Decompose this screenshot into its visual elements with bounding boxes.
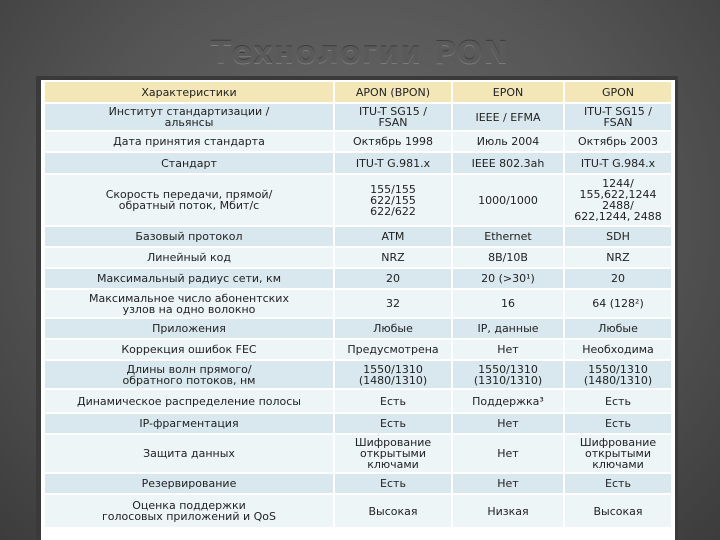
value-cell: 8B/10B: [452, 247, 564, 268]
value-cell: Высокая: [334, 494, 452, 528]
table-row: [44, 389, 672, 413]
value-cell: Нет: [452, 434, 564, 473]
value-cell: Нет: [452, 413, 564, 434]
value-cell: 1550/1310 (1310/1310): [452, 360, 564, 389]
value-cell: Необходима: [564, 339, 672, 360]
value-cell: Низкая: [452, 494, 564, 528]
value-cell: Ethernet: [452, 226, 564, 247]
table-row: [44, 494, 672, 528]
header-cell-technology: GPON: [564, 81, 672, 103]
table-row: [44, 434, 672, 473]
characteristic-cell: Институт стандартизации / альянсы: [44, 103, 334, 131]
value-cell: ATM: [334, 226, 452, 247]
table-row: [44, 247, 672, 268]
table-header-row: [44, 81, 672, 103]
value-cell: IEEE / EFMA: [452, 103, 564, 131]
table-row: [44, 103, 672, 131]
value-cell: ITU-T G.984.x: [564, 152, 672, 174]
value-cell: NRZ: [564, 247, 672, 268]
characteristic-cell: Максимальное число абонентских узлов на одно волокно: [44, 289, 334, 318]
value-cell: 155/155 622/155 622/622: [334, 174, 452, 226]
value-cell: 20: [564, 268, 672, 289]
characteristic-cell: Дата принятия стандарта: [44, 131, 334, 152]
header-cell-technology: EPON: [452, 81, 564, 103]
value-cell: 1000/1000: [452, 174, 564, 226]
slide-title: Технологии PON: [210, 36, 510, 71]
characteristic-cell: Скорость передачи, прямой/ обратный поток, Мбит/с: [44, 174, 334, 226]
characteristic-cell: Приложения: [44, 318, 334, 339]
table-row: [44, 152, 672, 174]
value-cell: Шифрование открытыми ключами: [334, 434, 452, 473]
value-cell: 32: [334, 289, 452, 318]
value-cell: ITU-T SG15 / FSAN: [334, 103, 452, 131]
table-row: [44, 318, 672, 339]
characteristic-cell: Динамическое распределение полосы: [44, 389, 334, 413]
value-cell: Нет: [452, 339, 564, 360]
characteristic-cell: Базовый протокол: [44, 226, 334, 247]
value-cell: ITU-T G.981.x: [334, 152, 452, 174]
characteristic-cell: Защита данных: [44, 434, 334, 473]
table-row: [44, 339, 672, 360]
value-cell: Есть: [334, 389, 452, 413]
pon-comparison-table: [44, 81, 672, 528]
value-cell: Любые: [564, 318, 672, 339]
value-cell: Октябрь 1998: [334, 131, 452, 152]
characteristic-cell: Линейный код: [44, 247, 334, 268]
table-row: [44, 289, 672, 318]
value-cell: 20: [334, 268, 452, 289]
value-cell: 64 (128²): [564, 289, 672, 318]
table-row: [44, 360, 672, 389]
table-row: [44, 131, 672, 152]
value-cell: NRZ: [334, 247, 452, 268]
value-cell: Есть: [334, 413, 452, 434]
value-cell: Предусмотрена: [334, 339, 452, 360]
header-cell-technology: APON (BPON): [334, 81, 452, 103]
value-cell: Есть: [334, 473, 452, 494]
characteristic-cell: Коррекция ошибок FEC: [44, 339, 334, 360]
characteristic-cell: Максимальный радиус сети, км: [44, 268, 334, 289]
value-cell: Нет: [452, 473, 564, 494]
value-cell: SDH: [564, 226, 672, 247]
table-row: [44, 268, 672, 289]
value-cell: IP, данные: [452, 318, 564, 339]
value-cell: Есть: [564, 389, 672, 413]
value-cell: 1550/1310 (1480/1310): [564, 360, 672, 389]
characteristic-cell: Резервирование: [44, 473, 334, 494]
table-sheet: [41, 80, 675, 540]
table-row: [44, 473, 672, 494]
value-cell: Высокая: [564, 494, 672, 528]
table-row: [44, 174, 672, 226]
value-cell: ITU-T SG15 / FSAN: [564, 103, 672, 131]
characteristic-cell: Длины волн прямого/ обратного потоков, нм: [44, 360, 334, 389]
value-cell: IEEE 802.3ah: [452, 152, 564, 174]
value-cell: Октябрь 2003: [564, 131, 672, 152]
value-cell: Есть: [564, 473, 672, 494]
value-cell: Июль 2004: [452, 131, 564, 152]
characteristic-cell: IP-фрагментация: [44, 413, 334, 434]
header-cell-characteristic: Характеристики: [44, 81, 334, 103]
table-frame: [36, 76, 678, 540]
value-cell: Поддержка³: [452, 389, 564, 413]
table-row: [44, 413, 672, 434]
characteristic-cell: Стандарт: [44, 152, 334, 174]
table-row: [44, 226, 672, 247]
value-cell: Любые: [334, 318, 452, 339]
value-cell: 1550/1310 (1480/1310): [334, 360, 452, 389]
characteristic-cell: Оценка поддержки голосовых приложений и QoS: [44, 494, 334, 528]
value-cell: 1244/ 155,622,1244 2488/ 622,1244, 2488: [564, 174, 672, 226]
value-cell: 20 (>30¹): [452, 268, 564, 289]
value-cell: Есть: [564, 413, 672, 434]
value-cell: Шифрование открытыми ключами: [564, 434, 672, 473]
value-cell: 16: [452, 289, 564, 318]
